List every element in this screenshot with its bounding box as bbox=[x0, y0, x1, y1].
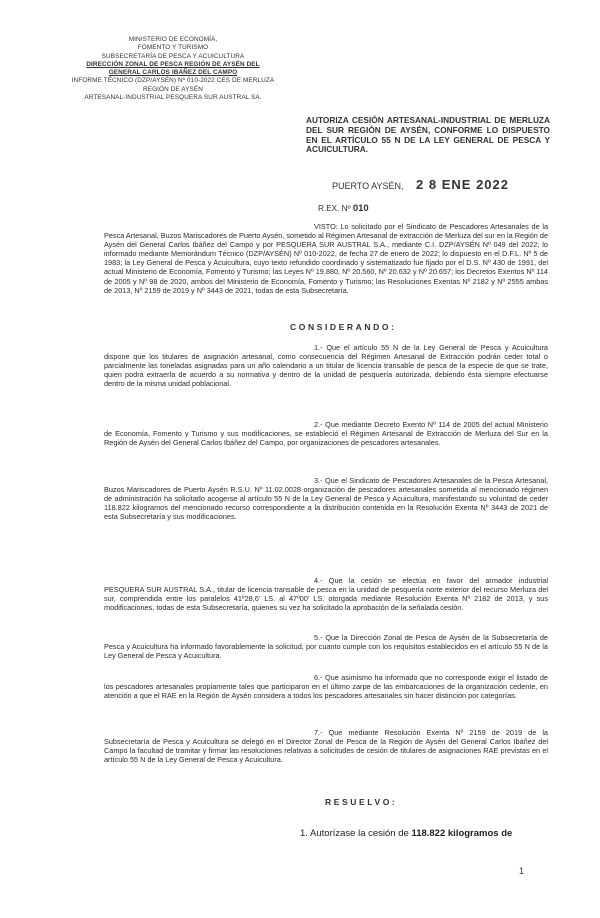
considerando-text: 4.- Que la cesión se efectúa en favor del armador industrial PESQUERA SUR AUSTRAL S.A., titular de licencia transable de pesca en la unidad de pesquería norte exterior del recurso Merluza del sur, comprendida entre los paralelos 41º28,6' LS. al 47º00' LS. otorgada mediante Resolución Exenta Nº 2182 de 2013, y sus modificaciones, todas de esta Subsecretaría, quienes su vez ha solicitado la aprobación de la señalada cesión. bbox=[104, 576, 548, 613]
considerando-heading: CONSIDERANDO: bbox=[290, 322, 397, 332]
header-line: ARTESANAL-INDUSTRIAL PESQUERA SUR AUSTRAL SA. bbox=[84, 94, 262, 102]
header-line: GENERAL CARLOS IBÁÑEZ DEL CAMPO bbox=[108, 69, 238, 77]
considerando-3 bbox=[104, 476, 548, 521]
considerando-text: 7.- Que mediante Resolución Exenta Nº 2159 de 2019 de la Subsecretaría de Pesca y Acuicultura se delegó en el Director Zonal de Pesca de la Región de Aysén del General Carlos Ibáñez del Campo la facultad de tramitar y firmar las resoluciones relativas a solicitudes de cesión de titulares de asignaciones RAE previstas en el artículo 55 N de la Ley General de Pesca y Acuicultura. bbox=[104, 728, 548, 765]
considerando-6 bbox=[104, 673, 548, 700]
considerando-4 bbox=[104, 576, 548, 612]
header-line: FOMENTO Y TURISMO bbox=[137, 44, 209, 52]
considerando-5 bbox=[104, 633, 548, 660]
considerando-2 bbox=[104, 420, 548, 447]
resolution-number bbox=[318, 203, 369, 214]
considerando-text: 6.- Que asimismo ha informado que no corresponde exigir el listado de los pescadores artesanales propiamente tales que participaron en el último zarpe de las embarcaciones de la organización cedente, en atención a que el RAE en la Región de Aysén considera a todos los pescadores artesanales sin hacer distinción por categorías. bbox=[104, 673, 548, 701]
place-date bbox=[332, 177, 572, 192]
header-line: MINISTERIO DE ECONOMÍA, bbox=[128, 36, 218, 43]
considerando-text: 1.- Que el artículo 55 N de la Ley General de Pesca y Acuicultura dispone que los titulares de asignación artesanal, como consecuencia del Régimen Artesanal de Extracción podrán ceder total o parcialmente las toneladas asignadas para un año calendario a un titular de licencia transable de pesca de la especie de que se trate, quien podrá extraerla de acuerdo a su normativa y dentro de la unidad de pesquería autorizada, debiendo ésta siempre efectuarse dentro de la misma unidad poblacional. bbox=[104, 343, 548, 389]
ministry-header bbox=[58, 36, 288, 102]
resuelvo-item-text: 1. Autorízase la cesión de bbox=[300, 828, 409, 839]
resuelvo-item-1 bbox=[300, 828, 512, 839]
place: PUERTO AYSÉN, bbox=[332, 181, 404, 191]
considerando-text: 5.- Que la Dirección Zonal de Pesca de Aysén de la Subsecretaría de Pesca y Acuicultura ha informado favorablemente la solicitud, por cuanto cumple con los requisitos establecidos en el artículo 55 N de la Ley General de Pesca y Acuicultura. bbox=[104, 633, 548, 661]
header-line: SUBSECRETARÍA DE PESCA Y ACUICULTURA bbox=[101, 52, 245, 60]
resolution-prefix: R.EX. Nº bbox=[318, 204, 351, 213]
visto-text: VISTO: Lo solicitado por el Sindicato de Pescadores Artesanales de la Pesca Artesanal, Buzos Mariscadores de Puerto Aysén, sometido al Régimen Artesanal de extracción de Merluza del sur en la Región de Aysén del General Carlos Ibáñez del Campo y por PESQUERA SUR AUSTRAL S.A., mediante C.I. DZP/AYSÉN Nº 049 del 2022; lo informado mediante Memorándum Técnico (DZP/AYSÉN) Nº 010-2022, de fecha 27 de enero de 2022; lo dispuesto en el D.F.L. Nº 5 de 1983; la Ley General de Pesca y Acuicultura, cuyo texto refundido coordinado y sistematizado fue fijado por el D.S. Nº 430 de 1991, del actual Ministerio de Economía, Fomento y Turismo; las Leyes Nº 19.880, Nº 20.560, Nº 20.632 y Nº 20.657; los Decretos Exentos Nº 114 de 2005 y Nº 98 de 2020, ambos del Ministerio de Economía, Fomento y Turismo; las Resoluciones Exentas Nº 2182 y Nº 2555 ambas de 2013, Nº 2159 de 2019 y Nº 3443 de 2021, todas de esta Subsecretaría. bbox=[104, 222, 549, 295]
resuelvo-item-amount: 118.822 kilogramos de bbox=[411, 828, 513, 839]
visto-paragraph bbox=[104, 222, 548, 295]
considerando-1 bbox=[104, 343, 548, 388]
resuelvo-heading: RESUELVO: bbox=[325, 797, 398, 807]
header-line: INFORME TÉCNICO (DZP/AYSÉN) Nº 010-2022 CES DE MERLUZA bbox=[71, 77, 275, 85]
header-line: REGIÓN DE AYSÉN bbox=[143, 85, 203, 93]
header-line: DIRECCIÓN ZONAL DE PESCA REGIÓN DE AYSÉN DEL bbox=[86, 60, 260, 68]
date-stamp: 2 8 ENE 2022 bbox=[416, 177, 509, 192]
considerando-text: 3.- Que el Sindicato de Pescadores Artesanales de la Pesca Artesanal, Buzos Mariscadores de Puerto Aysén R.S.U. Nº 11.02.0028 organización de pescadores artesanales sometida al mencionado régimen de administración ha solicitado acogerse al artículo 55 N de la Ley General de Pesca y Acuicultura, manifestando su voluntad de ceder 118.822 kilogramos del mencionado recurso correspondiente a la distribución contenida en la Resolución Exenta Nº 3443 de 2021 de esta Subsecretaría y sus modificaciones. bbox=[104, 476, 548, 522]
page-number: 1 bbox=[519, 866, 525, 876]
resolution-subject: AUTORIZA CESIÓN ARTESANAL-INDUSTRIAL DE MERLUZA DEL SUR REGIÓN DE AYSÉN, CONFORME LO DISPUESTO EN EL ARTÍCULO 55 N DE LA LEY GENERAL DE PESCA Y ACUICULTURA. bbox=[306, 115, 550, 155]
considerando-text: 2.- Que mediante Decreto Exento Nº 114 de 2005 del actual Ministerio de Economía, Fomento y Turismo y sus modificaciones, se estableció el Régimen Artesanal de Extracción de Merluza del Sur en la Región de Aysén del General Carlos Ibáñez del Campo, por organizaciones de pescadores artesanales. bbox=[104, 420, 548, 448]
considerando-7 bbox=[104, 728, 548, 764]
resolution-number-value: 010 bbox=[352, 203, 369, 214]
